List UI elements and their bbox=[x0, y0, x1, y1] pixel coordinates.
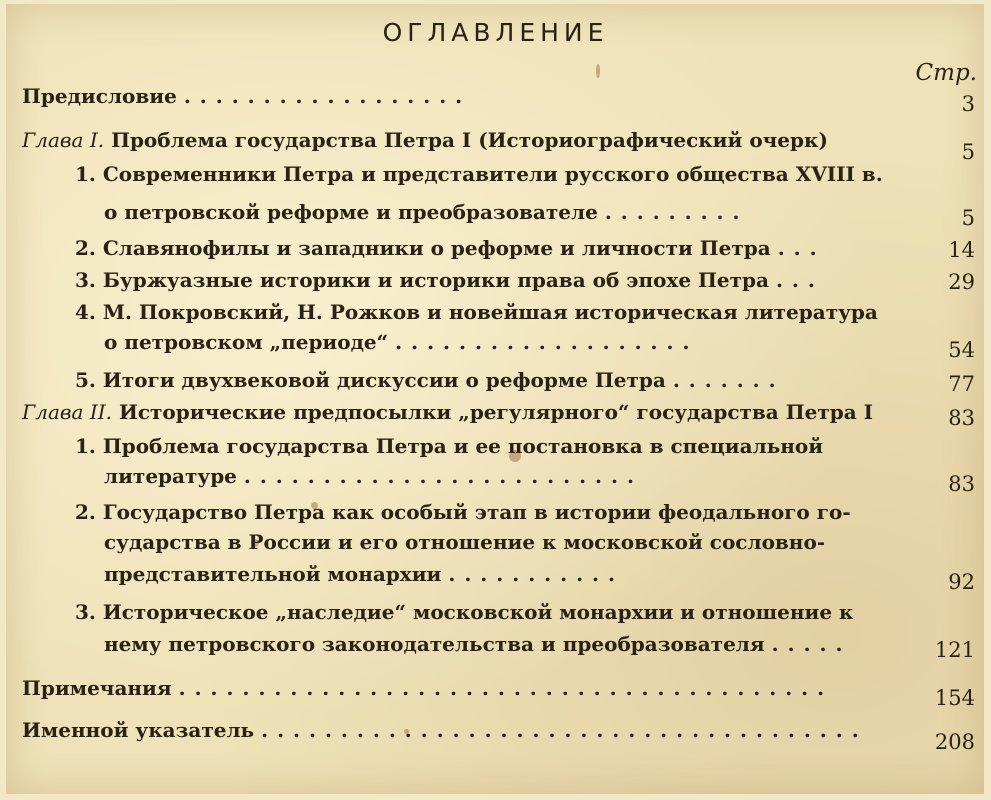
entry-title-line: о петровской реформе и преобразователе ......... bbox=[104, 200, 749, 224]
entry-title-line: представительной монархии ........... bbox=[104, 562, 624, 586]
entry-title: 3. Буржуазные историки и историки права об эпохе Петра ... bbox=[75, 268, 824, 292]
entry-title: Именной указатель ...................................... bbox=[22, 718, 868, 742]
entry-title-line: 3. Историческое „наследие“ московской монархии и отношение к bbox=[75, 600, 854, 624]
entry-title-line: литературе ......................... bbox=[104, 464, 643, 488]
page-column-header: Стр. bbox=[915, 60, 977, 86]
page-number: 121 bbox=[934, 638, 975, 662]
chapter-label: Глава II. bbox=[22, 400, 112, 424]
entry-title: Глава I. Проблема государства Петра I (Историографический очерк) bbox=[22, 128, 828, 152]
entry-title: 2. Славянофилы и западники о реформе и личности Петра ... bbox=[75, 236, 826, 260]
entry-title-line: 4. М. Покровский, Н. Рожков и новейшая историческая литература bbox=[75, 300, 878, 324]
entry-title-line: нему петровского законодательства и преобразователя ..... bbox=[104, 632, 852, 656]
page-number: 54 bbox=[948, 338, 975, 362]
page-title: ОГЛАВЛЕНИЕ bbox=[382, 18, 609, 47]
page-number: 83 bbox=[948, 406, 975, 430]
entry-title: Предисловие .................. bbox=[22, 84, 472, 108]
page-number: 92 bbox=[948, 570, 975, 594]
page-number: 14 bbox=[948, 238, 975, 262]
page-number: 3 bbox=[961, 92, 975, 116]
page-number: 83 bbox=[948, 472, 975, 496]
paper-stain bbox=[596, 64, 600, 78]
page-number: 29 bbox=[948, 270, 975, 294]
entry-title-line: 1. Проблема государства Петра и ее постановка в специальной bbox=[75, 434, 824, 458]
entry-title-line: 2. Государство Петра как особый этап в истории феодального го- bbox=[75, 500, 851, 524]
page-number: 77 bbox=[948, 372, 975, 396]
page-number: 154 bbox=[934, 686, 975, 710]
entry-title-line: 1. Современники Петра и представители русского общества XVIII в. bbox=[75, 162, 883, 186]
chapter-label: Глава I. bbox=[22, 128, 105, 152]
entry-title: Примечания ......................................... bbox=[22, 676, 834, 700]
entry-title-line: о петровском „периоде“ ................... bbox=[104, 330, 699, 354]
entry-title: Глава II. Исторические предпосылки „регулярного“ государства Петра I bbox=[22, 400, 873, 424]
entry-title-line: сударства в России и его отношение к московской сословно- bbox=[104, 530, 826, 554]
page-number: 5 bbox=[961, 206, 975, 230]
page-number: 208 bbox=[934, 730, 975, 754]
page-number: 5 bbox=[961, 140, 975, 164]
entry-title: 5. Итоги двухвековой дискуссии о реформе Петра ....... bbox=[75, 368, 785, 392]
